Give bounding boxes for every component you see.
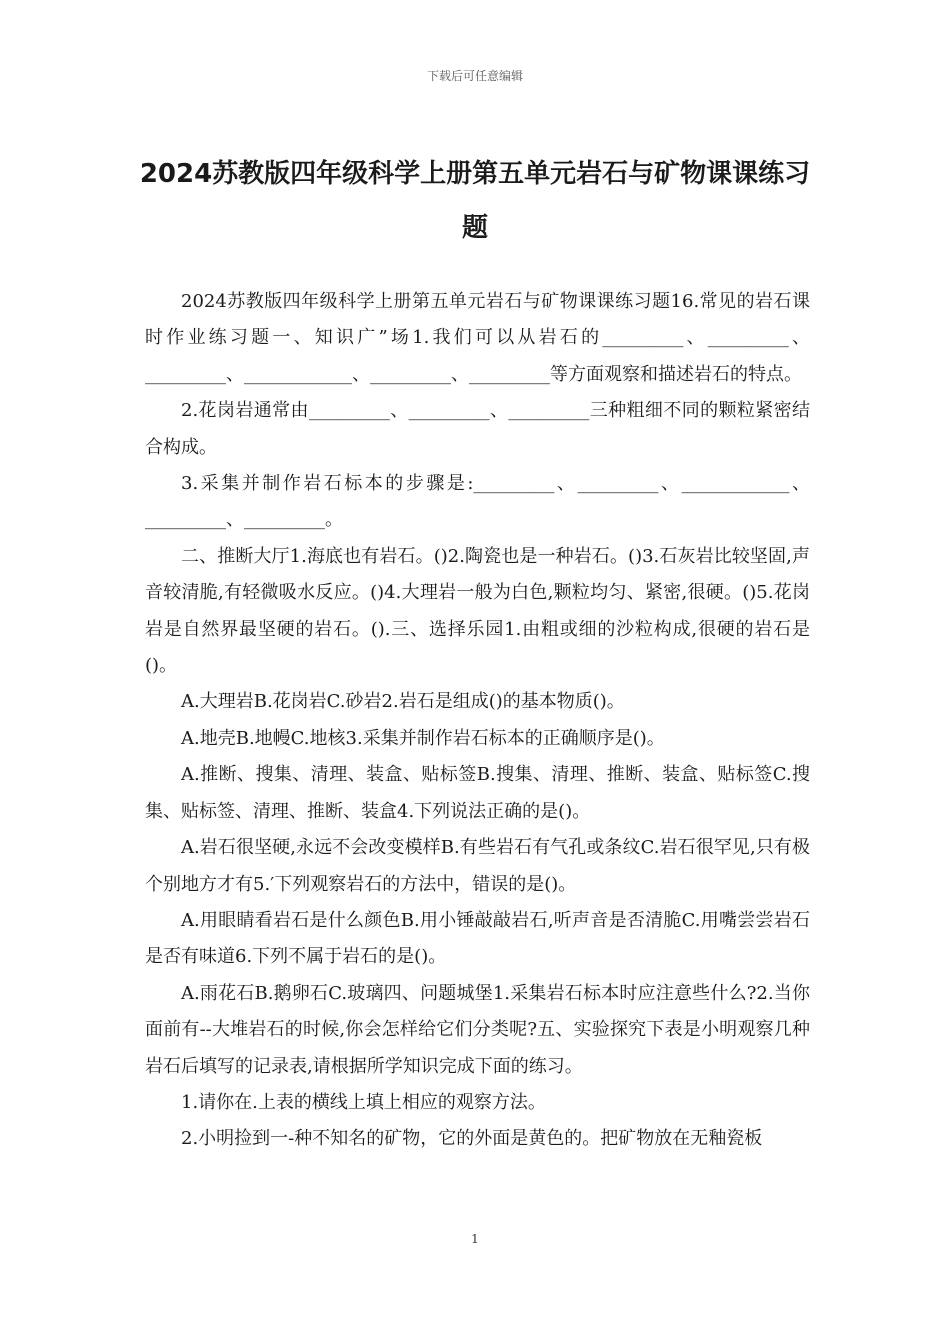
paragraph: A.用眼睛看岩石是什么颜色B.用小锤敲敲岩石,听声音是否清脆C.用嘴尝尝岩石是否有味道6.下列不属于岩石的是()。 <box>145 909 810 968</box>
paragraph: 2024苏教版四年级科学上册第五单元岩石与矿物课课练习题16.常见的岩石课时作业练习题一、知识广”场1.我们可以从岩石的_________、_________、_________、____________、_________、_________等方面观察和描述岩石的特点。 <box>145 291 810 385</box>
paragraph: A.大理岩B.花岗岩C.砂岩2.岩石是组成()的基本物质()。 <box>181 691 625 713</box>
paragraph: A.推断、搜集、清理、装盒、贴标签B.搜集、清理、推断、装盒、贴标签C.搜集、贴标签、清理、推断、装盒4.下列说法正确的是()。 <box>145 764 810 822</box>
paragraph: 1.请你在.上表的横线上填上相应的观察方法。 <box>181 1091 546 1113</box>
paragraph: 2.花岗岩通常由_________、_________、_________三种粗细不同的颗粒紧密结合构成。 <box>145 400 810 458</box>
paragraph: 2.小明捡到一-种不知名的矿物，它的外面是黄色的。把矿物放在无釉瓷板 <box>181 1128 763 1150</box>
paragraph: A.岩石很坚硬,永远不会改变模样B.有些岩石有气孔或条纹C.岩石很罕见,只有极个别地方才有5.′下列观察岩石的方法中，错误的是()。 <box>145 837 810 895</box>
paragraph: 二、推断大厅1.海底也有岩石。()2.陶瓷也是一种岩石。()3.石灰岩比较坚固,声音较清脆,有轻微吸水反应。()4.大理岩一般为白色,颗粒均匀、紧密,很硬。()5.花岗岩是自然界最坚硬的岩石。().三、选择乐园1.由粗或细的沙粒构成,很硬的岩石是()。 <box>145 545 810 677</box>
document-body <box>145 284 810 1158</box>
paragraph: A.雨花石B.鹅卵石C.玻璃四、问题城堡1.采集岩石标本时应注意些什么?2.当你面前有--大堆岩石的时候,你会怎样给它们分类呢?五、实验探究下表是小明观察几种岩石后填写的记录表,请根据所学知识完成下面的练习。 <box>145 982 810 1077</box>
paragraph: A.地壳B.地幔C.地核3.采集并制作岩石标本的正确顺序是()。 <box>181 727 665 749</box>
document-title: 2024苏教版四年级科学上册第五单元岩石与矿物课课练习题 <box>139 159 811 243</box>
page-number: 1 <box>471 1232 479 1246</box>
paragraph: 3.采集并制作岩石标本的步骤是:_________、_________、____________、_________、_________。 <box>145 473 810 531</box>
header-note: 下载后可任意编辑 <box>426 69 523 83</box>
